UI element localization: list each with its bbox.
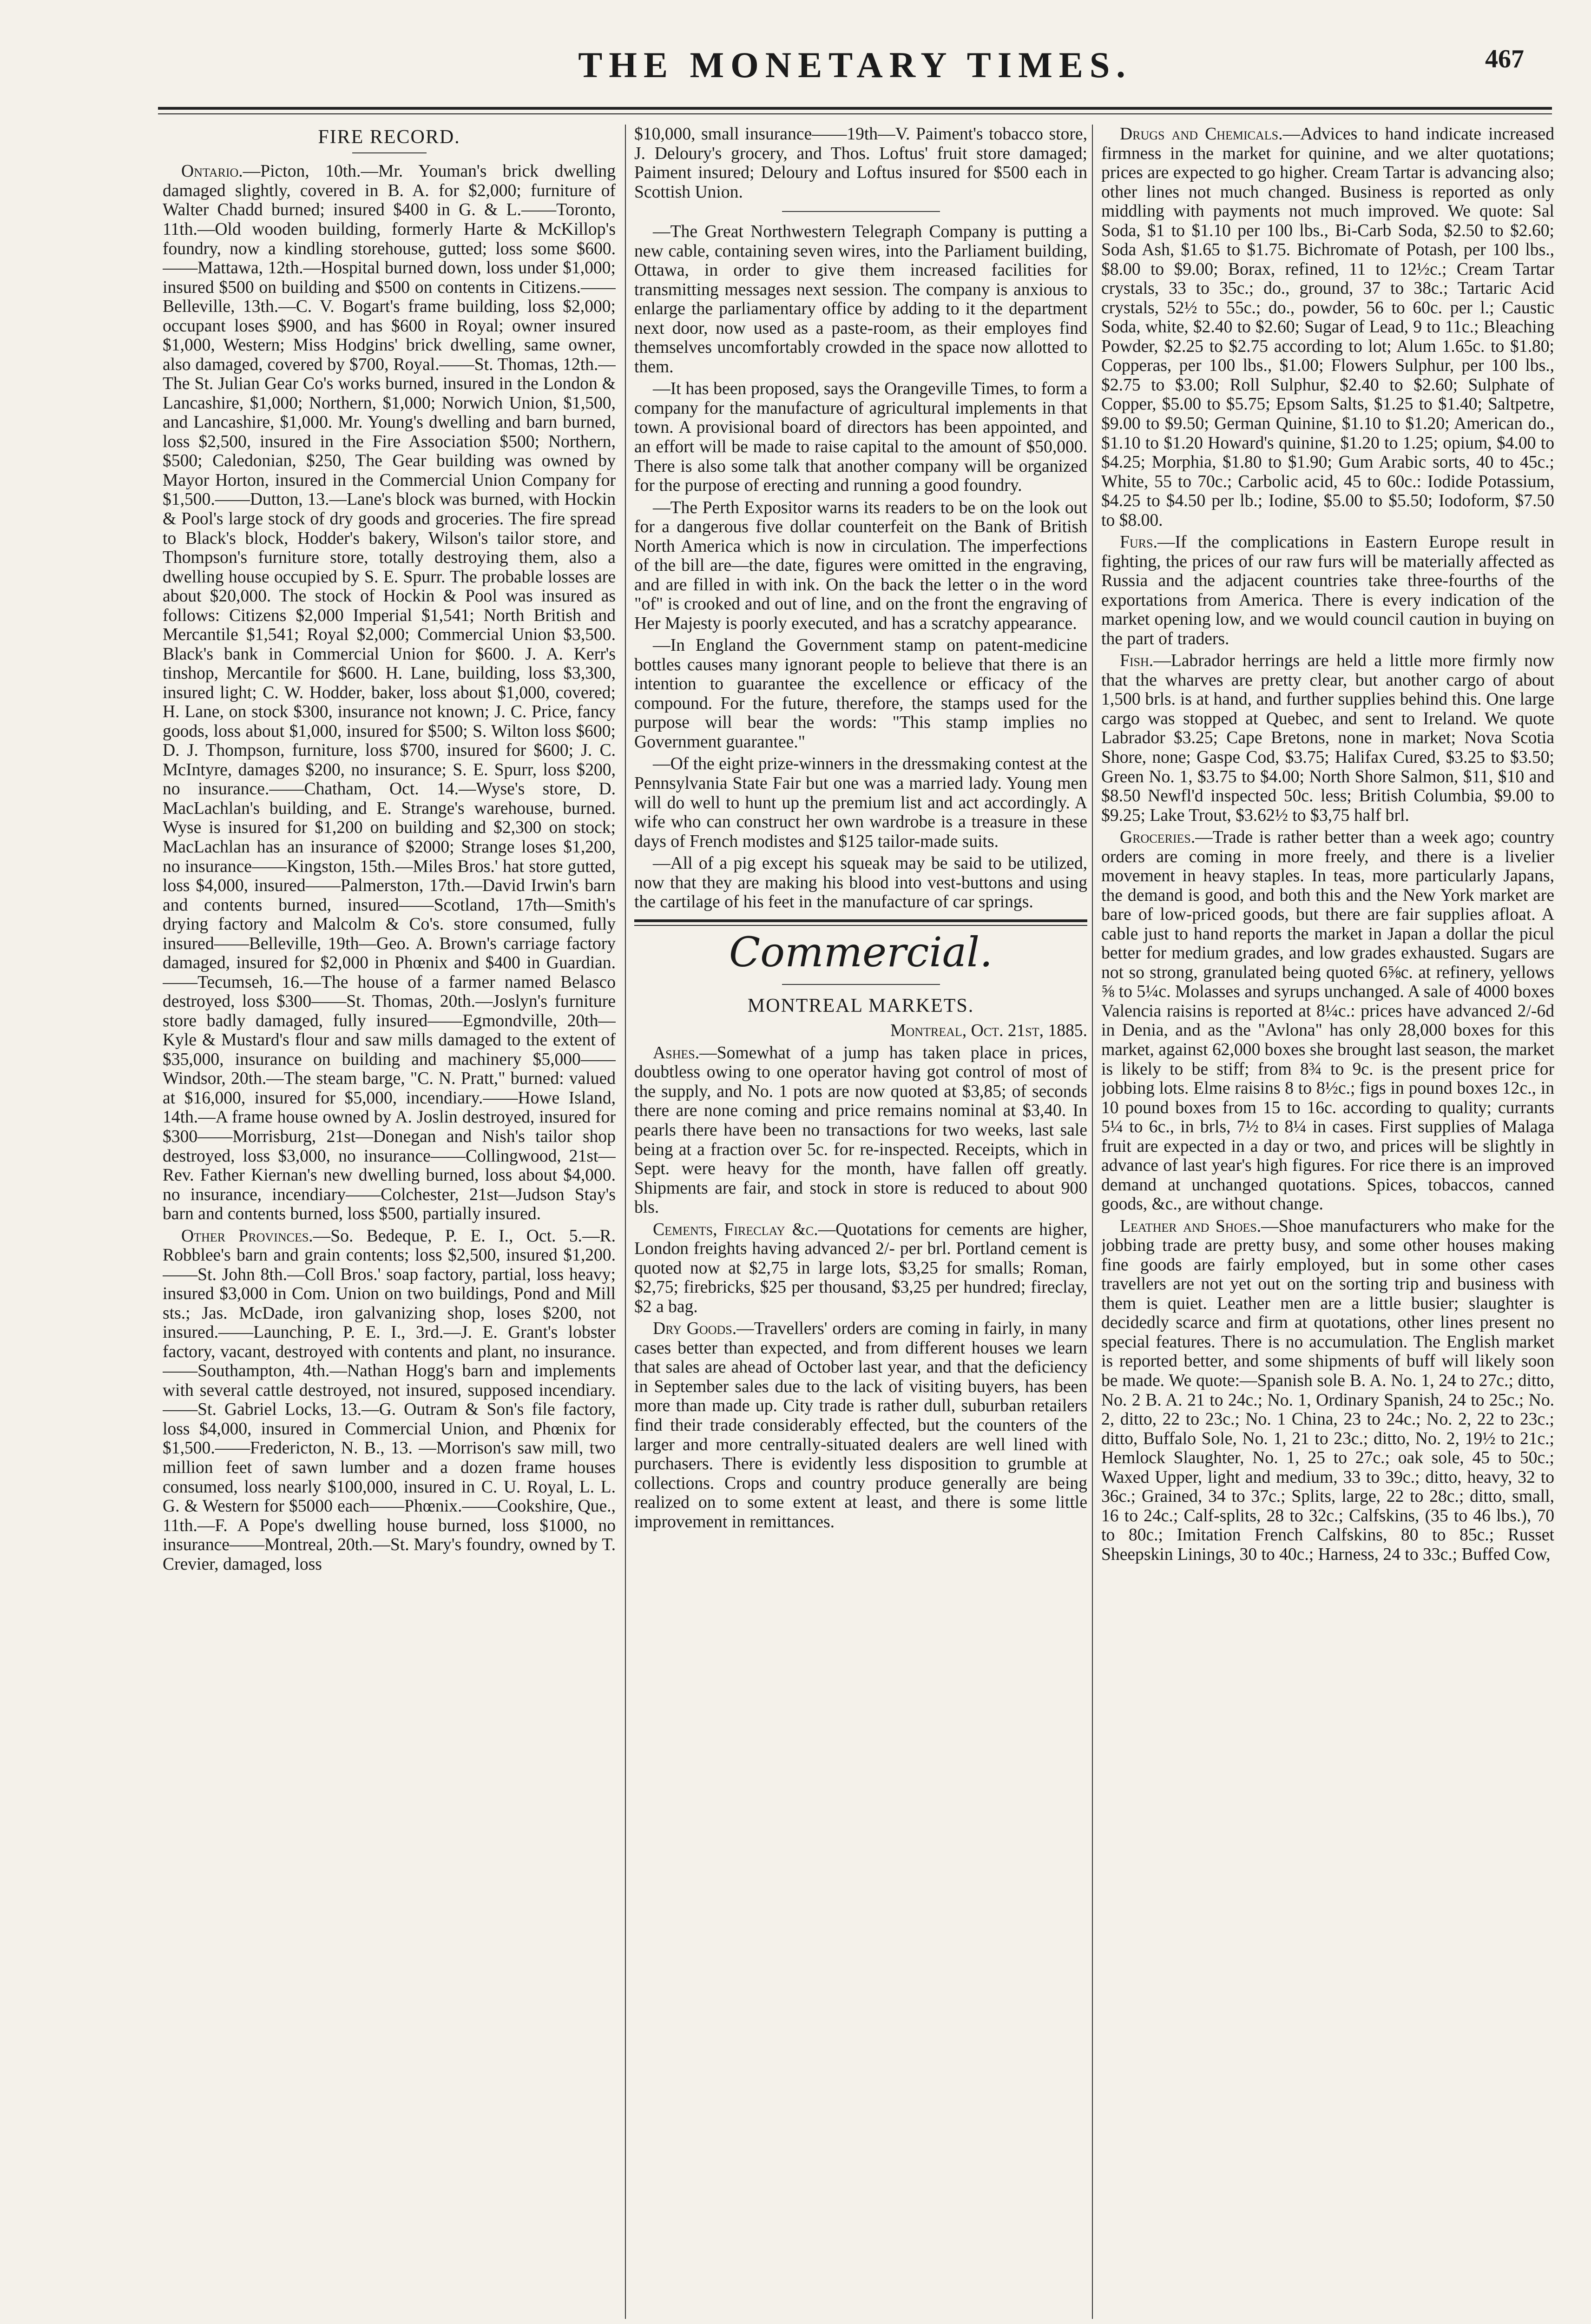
market-fish [1101,651,1554,825]
column-divider-1 [625,125,626,2319]
cements-text: —Quotations for cements are higher, London freights having advanced 2/- per brl. Portland cement is quoted now at $2,75 in large lots, $3,25 for smalls; Roman, $2,75; firebricks, $25 per thousand, $3,25 per hundred; fireclay, $2 a bag. [634,1220,1087,1316]
fish-text: —Labrador herrings are held a little more firmly now that the wharves are pretty clear, but another cargo of about 1,500 brls. is at hand, and further supplies behind this. One large cargo was stopped at Quebec, and sent to Ireland. We quote Labrador $3.25; Cape Bretons, none in market; Nova Scotia Shore, none; Gaspe Cod, $3.75; Halifax Cured, $3.25 to $3.50; Green No. 1, $3.75 to $4.00; North Shore Salmon, $11, $10 and $8.50 Newfl'd inspected 50c. less; British Columbia, $9.00 to $9.25; Lake Trout, $3.62½ to $3,75 half brl. [1101,651,1554,825]
drugs-lead: Drugs and Chemicals. [1120,125,1283,144]
furs-text: —If the complications in Eastern Europe result in fighting, the prices of our raw furs will be materially affected as Russia and the adjacent countries take three-fourths of the exportations from America. There is every indication of the market opening low, and we would council caution in buying on the part of traders. [1101,533,1554,648]
news-item-stamp: —In England the Government stamp on patent-medicine bottles causes many ignorant people to believe that there is an intention to guarantee the excellence or efficacy of the compound. For the future, therefore, the stamps used for the purpose will bear the words: "This stamp implies no Government guarantee." [634,636,1087,752]
market-dry-goods [634,1319,1087,1532]
fire-record-ontario [163,162,616,1223]
dateline: Montreal, Oct. 21st, 1885. [890,1021,1087,1041]
separator-rule [782,211,940,212]
ashes-text: —Somewhat of a jump has taken place in prices, doubtless owing to one operator having got control of most of the supply, and No. 1 pots are now quoted at $3,85; of seconds there are none coming and price remains nominal at $3,40. In pearls there have been no transactions for two weeks, last sale being at a fraction over 5c. for re-inspected. Receipts, which in Sept. were heavy for the month, have fallen off greatly. Shipments are fair, and stock in store is reduced to about 900 bls. [634,1043,1087,1217]
ashes-lead: Ashes. [653,1043,700,1063]
fish-lead: Fish. [1120,651,1154,671]
ontario-text: —Picton, 10th.—Mr. Youman's brick dwelling damaged slightly, covered in B. A. for $2,000; furniture of Walter Chadd burned; insured $400 in G. & L.——Toronto, 11th.—Old wooden building, formerly Harte & McKillop's foundry, now a kindling storehouse, gutted; loss some $600.——Mattawa, 12th.—Hospital burned down, loss under $1,000; insured $500 on building and $500 on contents in Citizens.——Belleville, 13th.—C. V. Bogart's frame building, loss $2,000; occupant loses $900, and has $600 in Royal; owner insured $1,000, Western; Miss Hodgins' brick dwelling, same owner, also damaged, covered by $700, Royal.——St. Thomas, 12th.—The St. Julian Gear Co's works burned, insured in the London & Lancashire, $1,000; Northern, $1,000; Norwich Union, $1,500, and Lancashire, $1,000. Mr. Young's dwelling and barn burned, loss $2,500, insured in the Fire Association $500; Northern, $500; Caledonian, $250, The Gear building was owned by Mayor Horton, insured in the Commercial Union Company for $1,500.——Dutton, 13.—Lane's block was burned, with Hockin & Pool's large stock of dry goods and groceries. The fire spread to Black's block, Hodder's bakery, Wilson's tailor store, and Thompson's furniture store, totally destroying them, also a dwelling house occupied by S. E. Spurr. The probable losses are about $20,000. The stock of Hockin & Pool was insured as follows: Citizens $2,000 Imperial $1,541; North British and Mercantile $1,541; Royal $2,000; Commercial Union $3,500. Black's bank in Commercial Union for $600. J. A. Kerr's tinshop, Mercantile for $600. H. Lane, building, loss $3,300, insured light; C. W. Hodder, baker, loss about $1,000, covered; H. Lane, on stock $300, insurance not known; J. C. Price, fancy goods, loss about $1,000, insured for $500; S. Wilton loss $600; D. J. Thompson, furniture, loss $700, insured for $600; J. C. McIntyre, damages $200, no insurance; S. E. Spurr, loss $200, no insurance.——Chatham, Oct. 14.—Wyse's store, D. MacLachlan's building, and E. Strange's warehouse, burned. Wyse is insured for $1,200 on building and $2,300 on stock; MacLachlan has an insurance of $2000; Strange loses $1,200, no insurance——Kingston, 15th.—Miles Bros.' hat store gutted, loss $4,000, insured——Palmerston, 17th.—David Irwin's barn and contents burned, insured——Scotland, 17th—Smith's drying factory and Malcolm & Co's. store consumed, fully insured——Belleville, 19th—Geo. A. Brown's carriage factory damaged, insured for $2,000 in Phœnix and $400 in Guardian. ——Tecumseh, 16.—The house of a farmer named Belasco destroyed, loss $300——St. Thomas, 20th.—Joslyn's furniture store badly damaged, fully insured——Egmondville, 20th—Kyle & Mustard's flour and saw mills damaged to the extent of $35,000, insurance on building and machinery $5,000——Windsor, 20th.—The steam barge, "C. N. Pratt," burned: valued at $16,000, insured for $5,000, incendiary.——Howe Island, 14th.—A frame house owned by A. Joslin destroyed, insured for $300——Morrisburg, 21st—Donegan and Nish's tailor shop destroyed, loss $3,000, no insurance——Collingwood, 21st—Rev. Father Kiernan's new dwelling burned, loss about $4,000. no insurance, incendiary——Colchester, 21st—Judson Stay's barn and contents burned, loss $500, partially insured. [163,162,616,1224]
column-1 [163,125,616,2319]
news-item-orangeville: —It has been proposed, says the Orangeville Times, to form a company for the manufacture of agricultural implements in that town. A provisional board of directors has been appointed, and an effort will be made to raise capital to the amount of $50,000. There is also some talk that another company will be organized for the purpose of erecting and running a good foundry. [634,379,1087,495]
news-item-telegraph: —The Great Northwestern Telegraph Company is putting a new cable, containing seven wires, into the Parliament building, Ottawa, in order to give them increased facilities for transmitting messages next session. The company is anxious to enlarge the parliamentary office by adding to it the department next door, now used as a paste-room, as their employes find themselves uncomfortably crowded in the space now allotted to them. [634,222,1087,376]
header-rule-thin [158,113,1552,114]
market-cements [634,1220,1087,1317]
page-number: 467 [1485,45,1524,73]
title-underline [352,152,427,153]
leather-text: —Shoe manufacturers who make for the jobbing trade are pretty busy, and some other houses making fine goods are fairly employed, but in some other cases travellers are not yet out on the sorting trip and business with them is quiet. Leather men are a little busier; slaughter is decidedly scarce and firm at quotations, other lines present no special features. There is no accumulation. The English market is reported better, and some shipments of buff will likely soon be made. We quote:—Spanish sole B. A. No. 1, 24 to 27c.; ditto, No. 2 B. A. 21 to 24c.; No. 1, Ordinary Spanish, 24 to 25c.; No. 2, ditto, 22 to 23c.; No. 1 China, 23 to 24c.; No. 2, 22 to 23c.; ditto, Buffalo Sole, No. 1, 21 to 23c.; ditto, No. 2, 19½ to 21c.; Hemlock Slaughter, No. 1, 25 to 27c.; oak sole, 45 to 50c.; Waxed Upper, light and medium, 33 to 39c.; ditto, heavy, 32 to 36c.; Grained, 34 to 37c.; Splits, large, 22 to 28c.; ditto, small, 16 to 24c.; Calf-splits, 28 to 32c.; Calfskins, (35 to 46 lbs.), 70 to 80c.; Imitation French Calfskins, 80 to 85c.; Russet Sheepskin Linings, 30 to 40c.; Harness, 24 to 33c.; Buffed Cow, [1101,1216,1554,1564]
drugs-text: —Advices to hand indicate increased firmness in the market for quinine, and we alter quotations; prices are expected to go higher. Cream Tartar is advancing also; other lines not much changed. Business is reported as only middling with payments not much improved. We quote: Sal Soda, $1 to $1.10 per 100 lbs., Bi-Carb Soda, $2.50 to $2.60; Soda Ash, $1.65 to $1.75. Bichromate of Potash, per 100 lbs., $8.00 to $9.00; Borax, refined, 11 to 12½c.; Cream Tartar crystals, 33 to 35c.; do., ground, 37 to 38c.; Tartaric Acid crystals, 52½ to 55c.; do., powder, 56 to 60c. per l.; Caustic Soda, white, $2.40 to $2.60; Sugar of Lead, 9 to 11c.; Bleaching Powder, $2.25 to $2.75 according to lot; Alum 1.65c. to $1.80; Copperas, per 100 lbs., $1.00; Flowers Sulphur, per 100 lbs., $2.75 to $3.00; Roll Sulphur, $2.40 to $2.60; Sulphate of Copper, $5.00 to $5.75; Epsom Salts, $1.25 to $1.40; Saltpetre, $9.00 to $9.50; German Quinine, $1.10 to $1.20; American do., $1.10 to $1.20 Howard's quinine, $1.20 to 1.25; opium, $4.00 to $4.25; Morphia, $1.80 to $1.90; Gum Arabic sorts, 40 to 45c.; White, 55 to 70c.; Carbolic acid, 45 to 60c.: Iodide Potassium, $4.25 to $4.50 per lb.; Iodine, $5.00 to $5.50; Iodoform, $7.50 to $8.00. [1101,125,1554,530]
column-divider-2 [1092,125,1093,2319]
market-ashes [634,1043,1087,1217]
column-3 [1101,125,1554,2319]
dry-goods-text: —Travellers' orders are coming in fairly, in many cases better than expected, and from different houses we learn that sales are ahead of October last year, and that the deficiency in September sales due to the lack of visiting buyers, has been more than made up. City trade is rather dull, suburban retailers find their trade considerably effected, but the counters of the larger and more centrally-situated dealers are well lined with purchasers. There is evidently less disposition to grumble at collections. Crops and country produce generally are being realized on to some extent at least, and there is some little improvement in remittances. [634,1319,1087,1532]
market-furs [1101,533,1554,648]
section-double-rule [634,919,1087,926]
page-header [158,44,1552,100]
separator-rule [782,984,940,985]
commercial-heading: Commercial. [729,928,993,976]
masthead-title: THE MONETARY TIMES. [578,45,1132,85]
column-2 [634,125,1087,2319]
fire-record-other-provinces [163,1227,616,1574]
market-leather [1101,1217,1554,1565]
market-groceries [1101,828,1554,1214]
cements-lead: Cements, Fireclay &c. [653,1220,818,1239]
header-rule-thick [158,107,1552,110]
dry-goods-lead: Dry Goods. [653,1319,737,1339]
news-item-pig: —All of a pig except his squeak may be said to be utilized, now that they are making his blood into vest-buttons and using the cartilage of his feet in the manufacture of car springs. [634,854,1087,912]
news-item-dressmaking: —Of the eight prize-winners in the dressmaking contest at the Pennsylvania State Fair but one was a married lady. Young men will do well to hunt up the premium list and act accordingly. A wife who can construct her own wardrobe is a treasure in these days of French modistes and $125 tailor-made suits. [634,754,1087,851]
ontario-lead: Ontario. [181,162,243,181]
news-item-counterfeit: —The Perth Expositor warns its readers to be on the look out for a dangerous five dollar counterfeit on the Bank of British North America which is now in circulation. The imperfections of the bill are—the date, figures were omitted in the engraving, and are filled in with ink. On the back the letter o in the word "of" is crooked and out of line, and on the front the engraving of Her Majesty is poorly executed, and has a scratchy appearance. [634,498,1087,633]
fire-record-continuation: $10,000, small insurance——19th—V. Paiment's tobacco store, J. Deloury's grocery, and Thos. Loftus' fruit store damaged; Paiment insured; Deloury and Loftus insured for $500 each in Scottish Union. [634,125,1087,202]
groceries-lead: Groceries. [1120,828,1196,847]
groceries-text: —Trade is rather better than a week ago; country orders are coming in more freely, and there is a livelier movement in heavy staples. In teas, more particularly Japans, the demand is good, and both this and the New York market are bare of low-priced goods, but there are fair supplies afloat. A cable just to hand reports the market in Japan a dollar the picul better for medium grades, and low grades exhausted. Sugars are not so strong, granulated being quoted 6⅝c. at refinery, yellows ⅝ to 5¼c. Molasses and syrups unchanged. A sale of 4000 boxes Valencia raisins is reported at 8¼c.: prices have advanced 2/-6d in Denia, and as the "Avlona" has only 28,000 boxes for this market, against 62,000 boxes she brought last season, the market is likely to be stiff; from 8¾ to 9c. is the present price for jobbing lots. Elme raisins 8 to 8½c.; figs in pound boxes 12c., in 10 pound boxes from 15 to 16c. according to quality; currants 5¼ to 6c., in brls, 7½ to 8¼ in cases. First supplies of Malaga fruit are expected in a day or two, and prices will be slightly in advance of last year's high figures. For rice there is an improved demand at unchanged quotations. Spices, tobaccos, canned goods, &c., are without change. [1101,828,1554,1214]
other-provinces-text: —So. Bedeque, P. E. I., Oct. 5.—R. Robblee's barn and grain contents; loss $2,500, insured $1,200.——St. John 8th.—Coll Bros.' soap factory, partial, loss heavy; insured $3,000 in Com. Union on two buildings, Pond and Mill sts.; Jas. McDade, iron galvanizing shop, loses $200, not insured.——Launching, P. E. I., 3rd.—J. E. Grant's lobster factory, vacant, destroyed with contents and plant, no insurance.——Southampton, 4th.—Nathan Hogg's barn and implements with several cattle destroyed, not insured, supposed incendiary.——St. Gabriel Locks, 13.—G. Outram & Son's file factory, loss $4,000, insured in Commercial Union, and Phœnix for $1,500.——Fredericton, N. B., 13. —Morrison's saw mill, two million feet of sawn lumber and a dozen frame houses consumed, loss nearly $100,000, insured in C. U. Royal, L. L. G. & Western for $5000 each——Phœnix.——Cookshire, Que., 11th.—F. A Pope's dwelling house burned, loss $1000, no insurance——Montreal, 20th.—St. Mary's foundry, owned by T. Crevier, damaged, loss [163,1226,616,1574]
leather-lead: Leather and Shoes. [1120,1216,1262,1236]
other-provinces-lead: Other Provinces. [181,1226,313,1246]
fire-record-title: FIRE RECORD. [318,126,460,148]
furs-lead: Furs. [1120,533,1157,552]
market-drugs [1101,125,1554,530]
montreal-markets-title: MONTREAL MARKETS. [747,995,974,1017]
